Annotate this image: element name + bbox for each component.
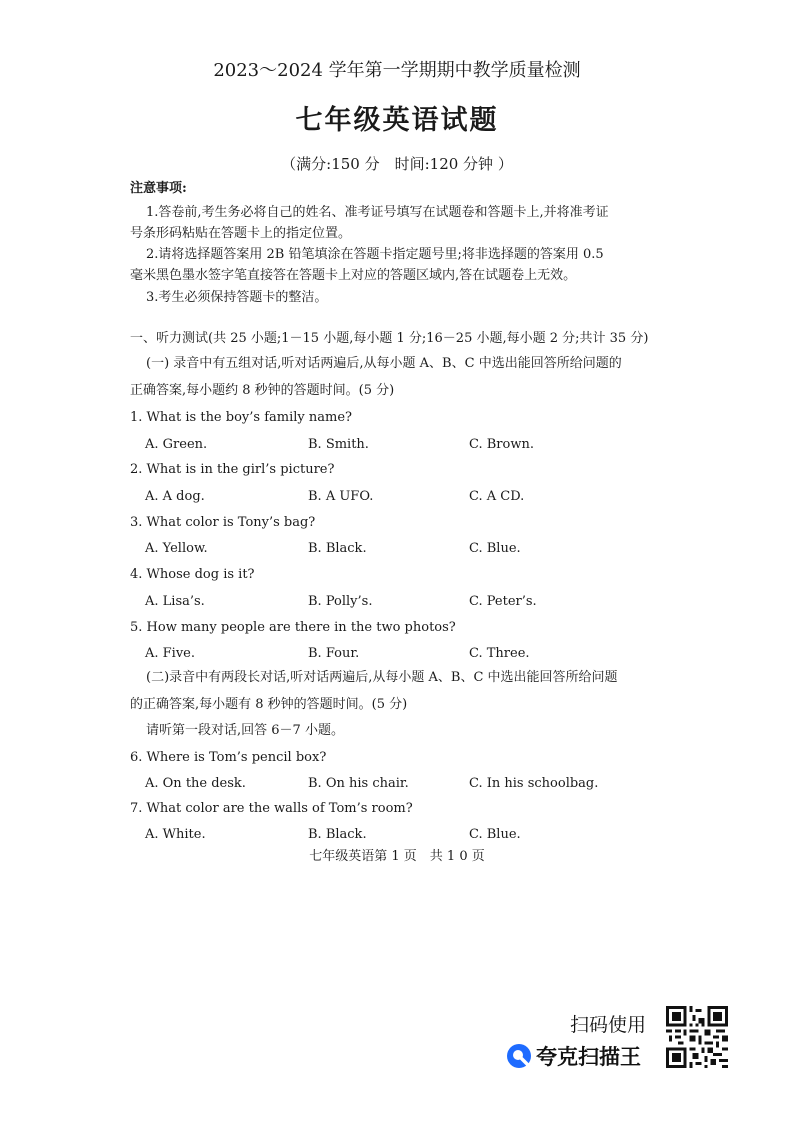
option-a: A. On the desk. — [145, 776, 246, 791]
option-c: C. Brown. — [469, 437, 534, 452]
option-c: C. A CD. — [469, 489, 525, 504]
option-c: C. Blue. — [469, 541, 521, 556]
score-info: （满分:150 分 时间:120 分钟 ） — [281, 155, 513, 173]
scan-to-use-label: 扫码使用 — [570, 1014, 647, 1036]
section-instruction: 的正确答案,每小题有 8 秒钟的答题时间。(5 分) — [130, 697, 408, 712]
section-instruction: (二)录音中有两段长对话,听对话两遍后,从每小题 A、B、C 中选出能回答所给问题 — [146, 670, 618, 685]
question-stem: 5. How many people are there in the two photos? — [130, 620, 456, 635]
option-b: B. Smith. — [308, 437, 369, 452]
brand-name: 夸克扫描王 — [536, 1045, 641, 1069]
option-c: C. Peter’s. — [469, 594, 537, 609]
option-a: A. Green. — [145, 437, 208, 452]
option-b: B. Four. — [308, 646, 360, 661]
section-instruction: (一) 录音中有五组对话,听对话两遍后,从每小题 A、B、C 中选出能回答所给问题的 — [146, 356, 622, 371]
quark-logo-icon — [506, 1043, 532, 1069]
option-b: B. Polly’s. — [308, 594, 373, 609]
question-stem: 4. Whose dog is it? — [130, 567, 255, 582]
question-stem: 6. Where is Tom’s pencil box? — [130, 750, 327, 765]
question-stem: 3. What color is Tony’s bag? — [130, 515, 316, 530]
question-stem: 1. What is the boy’s family name? — [130, 410, 352, 425]
scanner-watermark — [500, 1003, 740, 1073]
option-c: C. Blue. — [469, 827, 521, 842]
option-a: A. Five. — [145, 646, 196, 661]
notice-line: 3.考生必须保持答题卡的整洁。 — [146, 290, 328, 305]
notice-line: 2.请将选择题答案用 2B 铅笔填涂在答题卡指定题号里;将非选择题的答案用 0.5 — [146, 247, 604, 262]
notice-line: 1.答卷前,考生务必将自己的姓名、准考证号填写在试题卷和答题卡上,并将准考证 — [146, 205, 609, 220]
dialogue-instruction: 请听第一段对话,回答 6－7 小题。 — [146, 723, 344, 738]
option-c: C. In his schoolbag. — [469, 776, 599, 791]
option-a: A. White. — [145, 827, 206, 842]
page-footer: 七年级英语第 1 页 共 1 0 页 — [309, 849, 485, 864]
option-b: B. Black. — [308, 541, 367, 556]
option-b: B. Black. — [308, 827, 367, 842]
question-stem: 7. What color are the walls of Tom’s room? — [130, 801, 413, 816]
subject-title: 七年级英语试题 — [295, 105, 499, 136]
option-a: A. Lisa’s. — [145, 594, 205, 609]
question-stem: 2. What is in the girl’s picture? — [130, 462, 335, 477]
option-c: C. Three. — [469, 646, 530, 661]
notice-line: 号条形码粘贴在答题卡上的指定位置。 — [130, 226, 352, 241]
notice-line: 毫米黑色墨水签字笔直接答在答题卡上对应的答题区域内,答在试题卷上无效。 — [130, 268, 577, 283]
exam-title: 2023～2024 学年第一学期期中教学质量检测 — [213, 60, 581, 81]
option-b: B. A UFO. — [308, 489, 374, 504]
qr-code-icon — [666, 1006, 728, 1068]
section-heading: 一、听力测试(共 25 小题;1－15 小题,每小题 1 分;16－25 小题,每小题 2 分;共计 35 分) — [130, 331, 649, 346]
notice-title: 注意事项: — [130, 181, 187, 196]
option-a: A. Yellow. — [145, 541, 208, 556]
option-b: B. On his chair. — [308, 776, 409, 791]
section-instruction: 正确答案,每小题约 8 秒钟的答题时间。(5 分) — [130, 383, 395, 398]
option-a: A. A dog. — [145, 489, 205, 504]
